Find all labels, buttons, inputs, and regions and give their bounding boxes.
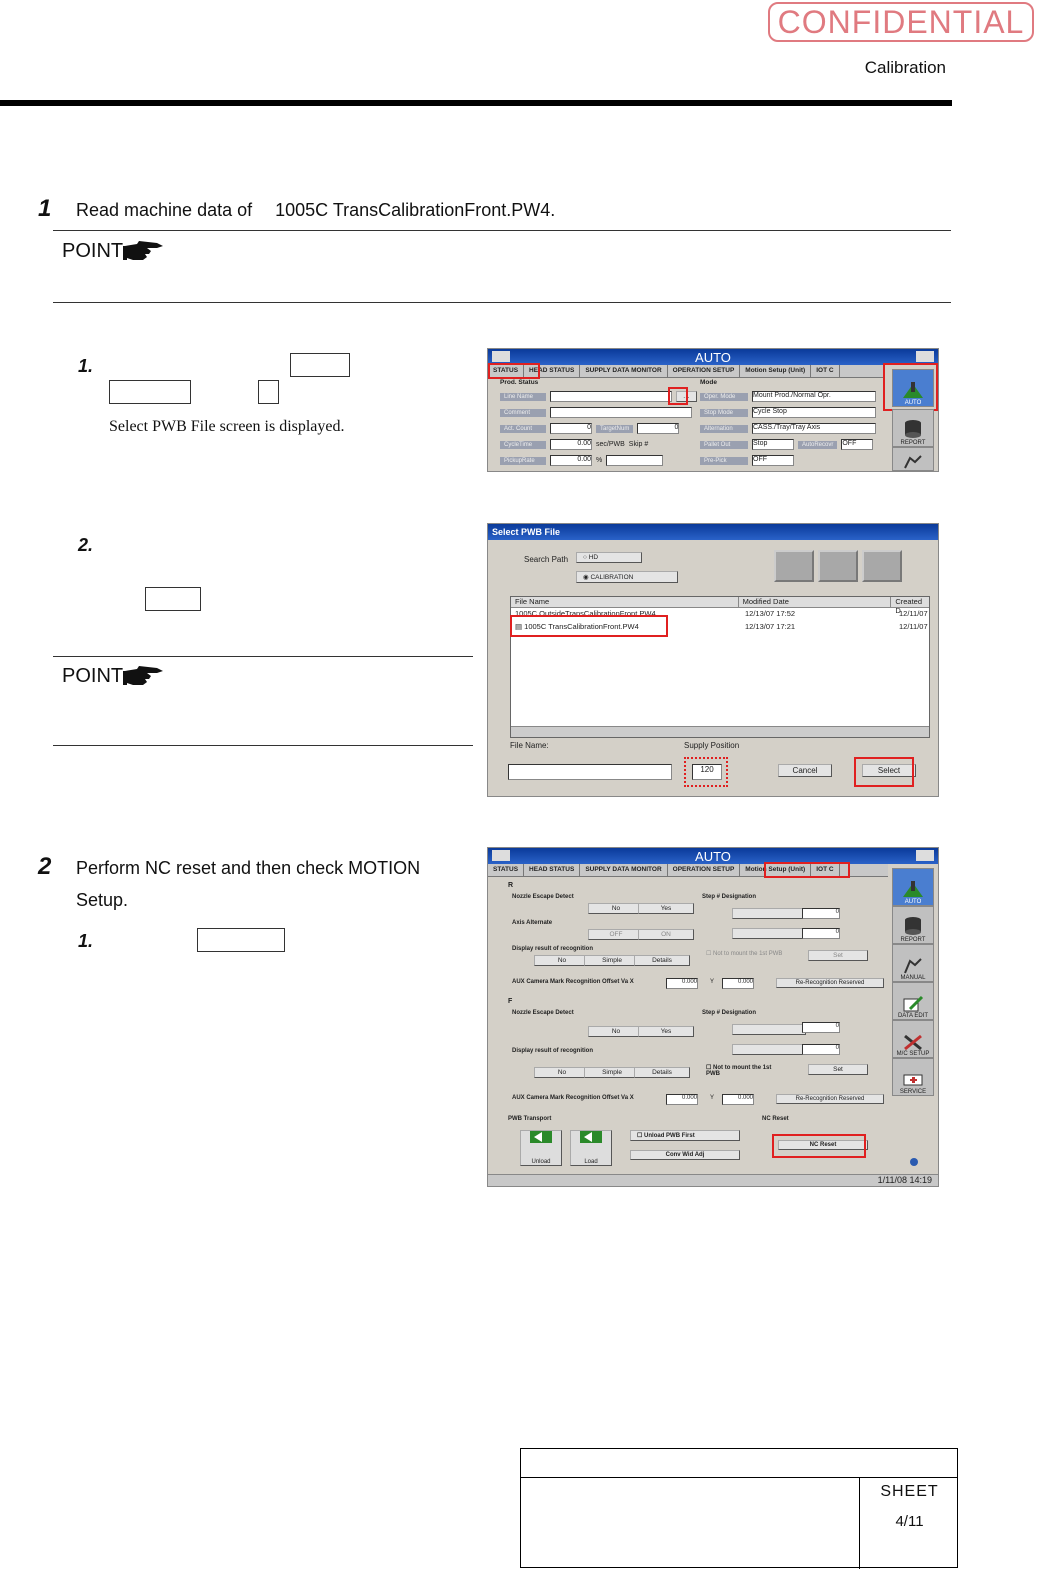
result-details-button[interactable]: Details <box>634 1067 690 1078</box>
file-name-cell: 1005C OutsideTransCalibrationFront.PW4 <box>515 609 656 618</box>
col-modified: Modified Date <box>739 597 892 607</box>
col-created: Created D <box>895 597 923 615</box>
step-designation-label: Step # Designation <box>702 1010 757 1016</box>
divider <box>53 302 951 303</box>
set-button[interactable]: Set <box>808 950 868 961</box>
select-pwb-screenshot <box>487 523 939 797</box>
window-control-icon <box>916 351 934 362</box>
y-label: Y <box>710 979 715 985</box>
tab-iot[interactable]: IOT C <box>811 365 839 377</box>
field-label: Alternation <box>700 425 748 433</box>
step-text: Perform NC reset and then check MOTION <box>76 858 421 878</box>
nozzle-yes-button[interactable]: Yes <box>638 1026 694 1037</box>
data-edit-side-button[interactable]: DATA EDIT <box>892 982 934 1020</box>
nc-reset-label: NC Reset <box>762 1116 789 1122</box>
unload-button[interactable]: Unload <box>520 1130 562 1166</box>
report-side-button[interactable]: REPORT <box>892 409 934 447</box>
not-mount-checkbox[interactable]: ☐ Not to mount the 1st PWB <box>706 951 783 957</box>
step-value: 0 <box>802 908 840 919</box>
prod-status-label: Prod. Status <box>500 379 539 386</box>
tab-bar <box>488 365 884 378</box>
nc-reset-button[interactable]: NC Reset <box>778 1140 868 1150</box>
axis-alternate-label: Axis Alternate <box>512 920 553 926</box>
button-placeholder <box>258 380 279 404</box>
field-label: PickupRate <box>500 457 546 465</box>
axis-off-button[interactable]: OFF <box>588 929 644 940</box>
tab-supply-data[interactable]: SUPPLY DATA MONITOR <box>580 864 667 876</box>
step-value: 0 <box>802 928 840 939</box>
offset-x-value: 0.000 <box>666 978 698 989</box>
horizontal-scrollbar[interactable] <box>511 726 929 737</box>
step-number: 1 <box>38 195 52 222</box>
nozzle-yes-button[interactable]: Yes <box>638 903 694 914</box>
mc-setup-side-button[interactable]: M/C SETUP <box>892 1020 934 1058</box>
toolbar-button[interactable] <box>774 550 814 582</box>
nozzle-no-button[interactable]: No <box>588 903 644 914</box>
line-name-field <box>550 391 672 402</box>
unload-arrow-icon <box>530 1131 552 1143</box>
pointing-hand-icon <box>123 663 165 689</box>
step-designate-button[interactable] <box>732 908 806 919</box>
highlight-box <box>883 363 938 411</box>
highlight-box <box>488 363 540 379</box>
wrench-icon <box>902 1033 924 1051</box>
sec-pwb-label: sec/PWB <box>596 441 625 448</box>
step-text: Setup. <box>76 890 129 910</box>
search-path-label: Search Path <box>524 555 569 564</box>
skip-label: Skip # <box>628 441 649 448</box>
act-count-value: 0 <box>550 423 592 434</box>
window-title: AUTO <box>695 349 731 365</box>
re-recognition-button[interactable]: Re-Recognition Reserved <box>776 978 884 988</box>
confidential-stamp: CONFIDENTIAL <box>768 2 1034 42</box>
result-simple-button[interactable]: Simple <box>584 1067 640 1078</box>
nozzle-escape-label: Nozzle Escape Detect <box>512 1010 574 1016</box>
status-bar <box>488 1174 938 1186</box>
modified-cell: 12/13/07 17:52 <box>745 609 796 618</box>
supply-position-label: Supply Position <box>684 741 740 750</box>
menu-icon <box>492 351 510 362</box>
sheet-number: 4/11 <box>895 1513 924 1530</box>
re-recognition-button[interactable]: Re-Recognition Reserved <box>776 1094 884 1104</box>
hand-icon <box>902 454 924 470</box>
field-label: Line Name <box>500 393 546 401</box>
result-simple-button[interactable]: Simple <box>584 955 640 966</box>
tab-motion-setup[interactable]: Motion Setup (Unit) <box>740 365 811 377</box>
step-designation-label: Step # Designation <box>702 894 757 900</box>
display-result-label: Display result of recognition <box>512 946 594 952</box>
substep-number: 2. <box>78 535 94 555</box>
divider <box>53 745 473 746</box>
tab-head-status[interactable]: HEAD STATUS <box>524 864 580 876</box>
offset-y-value: 0.000 <box>722 1094 754 1105</box>
oper-mode-select[interactable]: Mount Prod./Normal Opr. <box>752 391 876 402</box>
field-label: CycleTime <box>500 441 546 449</box>
globe-icon <box>910 1158 918 1166</box>
offset-x-value: 0.000 <box>666 1094 698 1105</box>
stop-mode-select[interactable]: Cycle Stop <box>752 407 876 418</box>
display-result-label: Display result of recognition <box>512 1048 594 1054</box>
unload-first-checkbox[interactable]: ☐ Unload PWB First <box>630 1130 740 1141</box>
tab-motion-setup[interactable]: Motion Setup (Unit) <box>740 864 811 876</box>
browse-button[interactable]: … <box>676 391 697 402</box>
pre-pick-value: OFF <box>752 455 794 466</box>
result-details-button[interactable]: Details <box>634 955 690 966</box>
highlight-box <box>764 862 850 878</box>
hand-icon <box>902 957 924 975</box>
auto-recov-value: OFF <box>841 439 873 450</box>
highlight-box <box>772 1134 866 1158</box>
aux-camera-label: AUX Camera Mark Recognition Offset Va X <box>512 979 634 985</box>
button-placeholder <box>145 587 201 611</box>
highlight-box <box>668 387 688 405</box>
toolbar-button[interactable] <box>862 550 902 582</box>
nozzle-no-button[interactable]: No <box>588 1026 644 1037</box>
tab-supply-data[interactable]: SUPPLY DATA MONITOR <box>580 365 667 377</box>
hd-radio[interactable]: ○ HD <box>576 552 642 563</box>
tab-operation-setup[interactable]: OPERATION SETUP <box>668 365 741 377</box>
file-name-label: File Name: <box>510 741 549 750</box>
set-button[interactable]: Set <box>808 1064 868 1075</box>
button-placeholder <box>197 928 285 952</box>
step-designate-button[interactable] <box>732 1024 806 1035</box>
point-label: POINT <box>62 239 124 262</box>
alternation-value: CASS./Tray/Tray Axis <box>752 423 876 434</box>
step-designate-button[interactable] <box>732 928 806 939</box>
manual-side-button[interactable] <box>892 447 934 471</box>
tab-iot[interactable]: IOT C <box>811 864 839 876</box>
service-side-button[interactable]: SERVICE <box>892 1058 934 1096</box>
auto-icon <box>901 879 925 899</box>
auto-side-button[interactable]: AUTO <box>892 868 934 906</box>
pallet-out-value: Stop <box>752 439 794 450</box>
pwb-transport-label: PWB Transport <box>508 1116 552 1122</box>
file-name-cell: ▤ 1005C TransCalibrationFront.PW4 <box>515 621 639 631</box>
r-section-label: R <box>508 882 514 889</box>
step-designate-button[interactable] <box>732 1044 806 1055</box>
section-title: Calibration <box>864 58 946 77</box>
skip-field <box>606 455 663 466</box>
highlight-box <box>684 757 728 787</box>
aux-camera-label: AUX Camera Mark Recognition Offset Va X <box>512 1095 634 1101</box>
axis-on-button[interactable]: ON <box>638 929 694 940</box>
select-button[interactable]: Select <box>862 764 916 777</box>
button-placeholder <box>290 353 350 377</box>
load-button[interactable]: Load <box>570 1130 612 1166</box>
report-icon <box>902 418 924 440</box>
point-label: POINT <box>62 664 124 687</box>
mode-label: Mode <box>700 379 717 386</box>
service-icon <box>902 1071 924 1089</box>
auto-status-screenshot: AUTO STATUS HEAD STATUS SUPPLY DATA MONITOR OPERATION SETUP Motion Setup (Unit) IOT C Prod. Status Mode Line Name … Comment Act. Count 0 TargetNum 0 CycleTime 0.00 sec/PWB Skip # PickupRate 0.00 % Oper. Mode Mount Prod./Normal Opr. Stop Mode Cycle Stop Alternation CASS./Tray/Tray Axis Pallet Out Stop AutoRecovr OFF Pre-Pick OFF AUTO REPORT <box>487 348 939 472</box>
auto-recov-label: AutoRecovr <box>798 441 837 449</box>
comment-field <box>550 407 692 418</box>
button-placeholder <box>109 380 191 404</box>
file-name-input[interactable] <box>508 764 672 780</box>
field-label: Stop Mode <box>700 409 748 417</box>
point-note <box>62 238 165 264</box>
target-num-value: 0 <box>637 423 679 434</box>
step-text: Read machine data of 1005C TransCalibrationFront.PW4. <box>76 200 556 220</box>
timestamp: 1/11/08 14:19 <box>877 1175 932 1185</box>
report-side-button[interactable]: REPORT <box>892 906 934 944</box>
supply-position-input[interactable]: 120 <box>692 764 722 780</box>
field-label: Pallet Out <box>700 441 748 449</box>
substep-number: 1. <box>78 356 94 376</box>
field-label: Act. Count <box>500 425 546 433</box>
auto-side-button[interactable]: AUTO <box>892 369 934 407</box>
step-value: 0 <box>802 1044 840 1055</box>
field-label: Pre-Pick <box>700 457 748 465</box>
window-control-icon <box>916 850 934 861</box>
tab-head-status[interactable]: HEAD STATUS <box>524 365 580 377</box>
cycle-time-value: 0.00 <box>550 439 592 450</box>
step-value: 0 <box>802 1022 840 1033</box>
offset-y-value: 0.000 <box>722 978 754 989</box>
f-section-label: F <box>508 998 513 1005</box>
target-num-label: TargetNum <box>596 425 633 433</box>
pointing-hand-icon <box>123 238 165 264</box>
manual-side-button[interactable]: MANUAL <box>892 944 934 982</box>
result-no-button[interactable]: No <box>534 1067 590 1078</box>
tab-status[interactable]: STATUS <box>488 365 524 377</box>
header-rule <box>0 100 952 106</box>
conv-wid-button[interactable]: Conv Wid Adj <box>630 1150 740 1160</box>
nozzle-escape-label: Nozzle Escape Detect <box>512 894 574 900</box>
tab-status[interactable]: STATUS <box>488 864 524 876</box>
window-title: AUTO <box>695 848 731 864</box>
report-icon <box>902 915 924 937</box>
point-note <box>62 663 165 689</box>
col-file-name: File Name <box>511 597 739 607</box>
menu-icon <box>492 850 510 861</box>
file-icon: ▤ <box>515 621 525 631</box>
step-number: 2 <box>38 853 52 880</box>
load-arrow-icon <box>580 1131 602 1143</box>
cancel-button[interactable]: Cancel <box>778 764 832 777</box>
dialog-titlebar: Select PWB File <box>488 524 938 540</box>
created-cell: 12/11/07 <box>899 621 928 631</box>
pickup-rate-value: 0.00 <box>550 455 592 466</box>
calibration-radio[interactable]: ◉ CALIBRATION <box>576 571 678 583</box>
sheet-table <box>520 1448 958 1568</box>
highlight-box <box>854 757 914 787</box>
motion-setup-screenshot <box>487 847 939 1187</box>
y-label: Y <box>710 1095 715 1101</box>
substep-note: Select PWB File screen is displayed. <box>109 418 345 435</box>
data-edit-icon <box>902 995 924 1013</box>
created-cell: 12/11/07 <box>899 609 928 618</box>
sheet-label: SHEET <box>880 1483 939 1500</box>
field-label: Oper. Mode <box>700 393 748 401</box>
tab-operation-setup[interactable]: OPERATION SETUP <box>668 864 741 876</box>
modified-cell: 12/13/07 17:21 <box>745 621 796 631</box>
divider <box>53 230 951 231</box>
not-mount-checkbox[interactable]: ☐ Not to mount the 1st PWB <box>706 1065 772 1077</box>
window-titlebar <box>488 848 938 864</box>
divider <box>53 656 473 657</box>
result-no-button[interactable]: No <box>534 955 590 966</box>
field-label: Comment <box>500 409 546 417</box>
substep-number: 1. <box>78 931 94 951</box>
window-titlebar <box>488 349 938 365</box>
toolbar-button[interactable] <box>818 550 858 582</box>
highlight-box <box>510 615 668 637</box>
